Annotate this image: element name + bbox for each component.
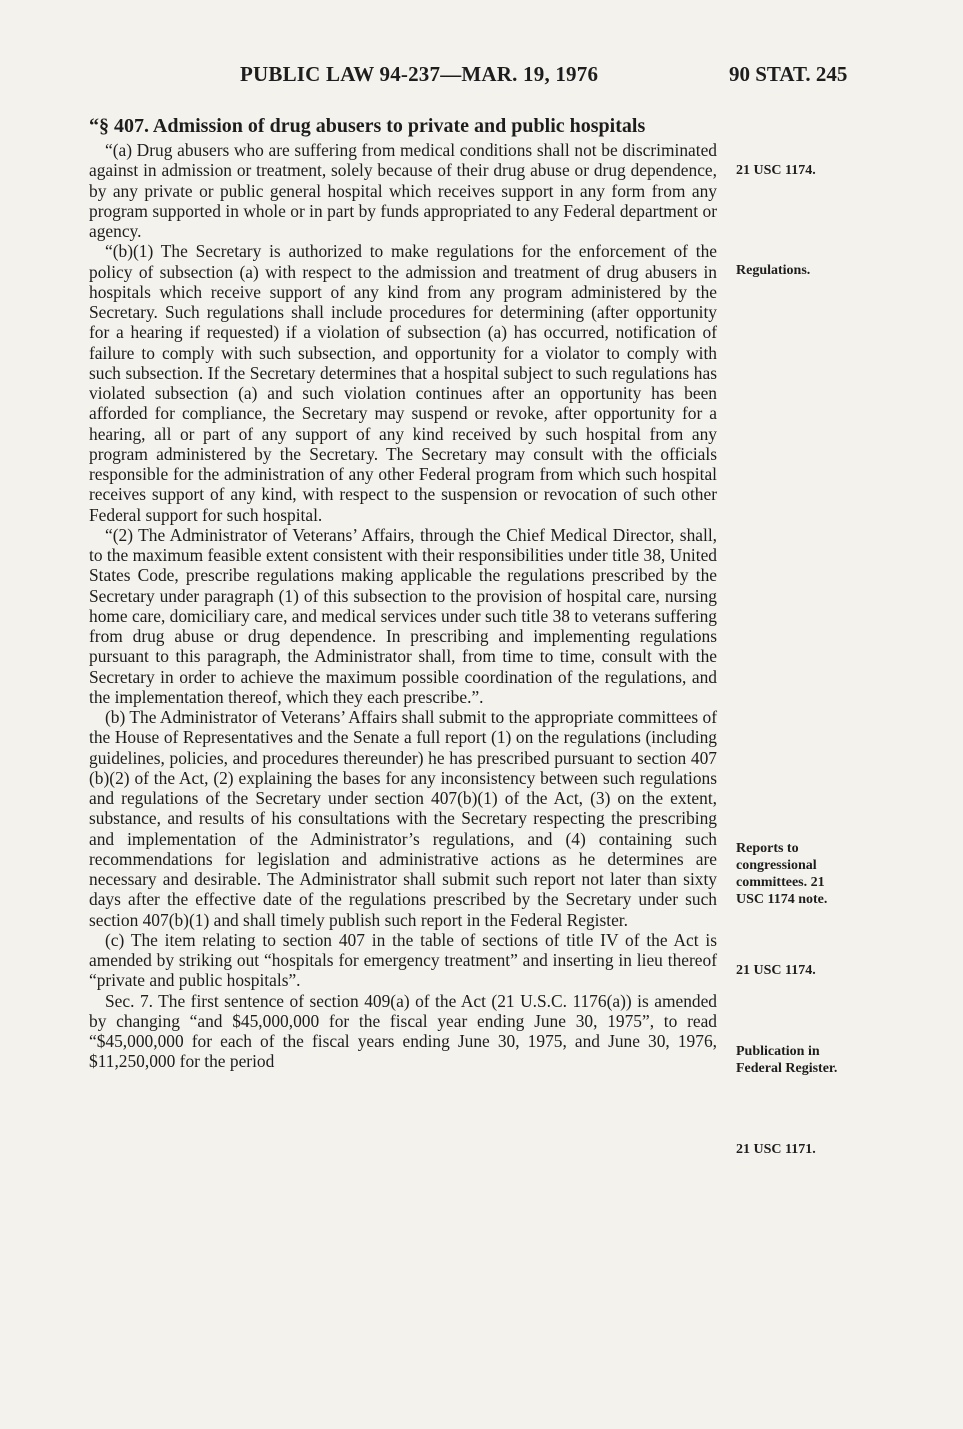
paragraph-407b2: “(2) The Administrator of Veterans’ Affairs, through the Chief Medical Director, shall, to the maximum feasible extent consistent with their responsibilities under title 38, United States Code, prescribe regulations making applicable the regulations prescribed by the Secretary under paragraph (1) of this subsection to the provision of hospital care, nursing home care, domiciliary care, and medical services under such title 38 to veterans suffering from drug abuse or drug dependence. In prescribing and implementing regulations pursuant to this paragraph, the Administrator shall, from time to time, consult with the Secretary in order to achieve the maximum possible coordination of the regulations, and the implementation thereof, which they each prescribe.”. xyxy=(89,524,717,707)
paragraph-407b1: “(b)(1) The Secretary is authorized to make regulations for the enforcement of the policy of subsection (a) with respect to the admission and treatment of drug abusers in hospitals which receive support of any kind from any program administered by the Secretary. Such regulations shall include procedures for determining (after opportunity for a hearing if requested) if a violation of subsection (a) has occurred, notification of failure to comply with such subsection, and opportunity for a violator to comply with such subsection. If the Secretary determines that a hospital subject to such regulations has violated subsection (a) and such violation continues after an opportunity has been afforded for compliance, the Secretary may suspend or revoke, after opportunity for a hearing, all or part of any support of any kind received by such hospital from any program administered by the Secretary. The Secretary may consult with the officials responsible for the administration of any other Federal program from which such hospital receives support of any kind, with respect to the suspension or revocation of such other Federal support for such hospital. xyxy=(89,241,717,525)
margin-note-usc-1171: 21 USC 1171. xyxy=(736,1142,816,1157)
margin-note-regulations: Regulations. xyxy=(736,263,811,278)
margin-note-usc-1174-b: 21 USC 1174. xyxy=(736,963,816,978)
margin-note-usc-1174: 21 USC 1174. xyxy=(736,163,816,178)
margin-note-reports: Reports to congressional committees. 21 USC 1174 note. xyxy=(736,841,828,907)
section-heading: “§ 407. Admission of drug abusers to private and public hospitals xyxy=(89,115,646,137)
paragraph-b-report: (b) The Administrator of Veterans’ Affairs shall submit to the appropriate committees of the House of Representatives and the Senate a full report (1) on the regulations (including guidelines, policies, and procedures thereunder) he has prescribed pursuant to section 407 (b)(2) of the Act, (2) explaining the bases for any inconsistency between such regulations and regulations of the Secretary under section 407(b)(1) of the Act, (3) on the extent, substance, and results of his consultations with the Secretary respecting the prescribing and implementation of the Administrator’s regulations, and (4) containing such recommendations for legislation and administrative actions as he determines are necessary and desirable. The Administrator shall submit such report not later than sixty days after the effective date of the regulations prescribed by the Secretary under such section 407(b)(1) and shall timely publish such report in the Federal Register. xyxy=(89,707,717,930)
paragraph-c-table-item: (c) The item relating to section 407 in the table of sections of title IV of the Act is amended by striking out “hospitals for emergency treatment” and inserting in lieu thereof “private and public hospitals”. xyxy=(89,929,717,991)
document-body xyxy=(89,114,717,1072)
margin-note-publication: Publication in Federal Register. xyxy=(736,1044,838,1076)
stat-page-number: 90 STAT. 245 xyxy=(729,62,848,86)
paragraph-sec-7: Sec. 7. The first sentence of section 409(a) of the Act (21 U.S.C. 1176(a)) is amended by changing “and $45,000,000 for the fiscal year ending June 30, 1975”, to read “$45,000,000 for each of the fiscal years ending June 30, 1975, and June 30, 1976, $11,250,000 for the period xyxy=(89,990,717,1072)
paragraph-407a: “(a) Drug abusers who are suffering from medical conditions shall not be discriminated against in admission or treatment, solely because of their drug abuse or drug dependence, by any private or public general hospital which receives support in any form from any program supported in whole or in part by funds appropriated to any Federal department or agency. xyxy=(89,140,717,241)
law-citation: PUBLIC LAW 94-237—MAR. 19, 1976 xyxy=(240,62,599,86)
page-header xyxy=(0,62,963,92)
